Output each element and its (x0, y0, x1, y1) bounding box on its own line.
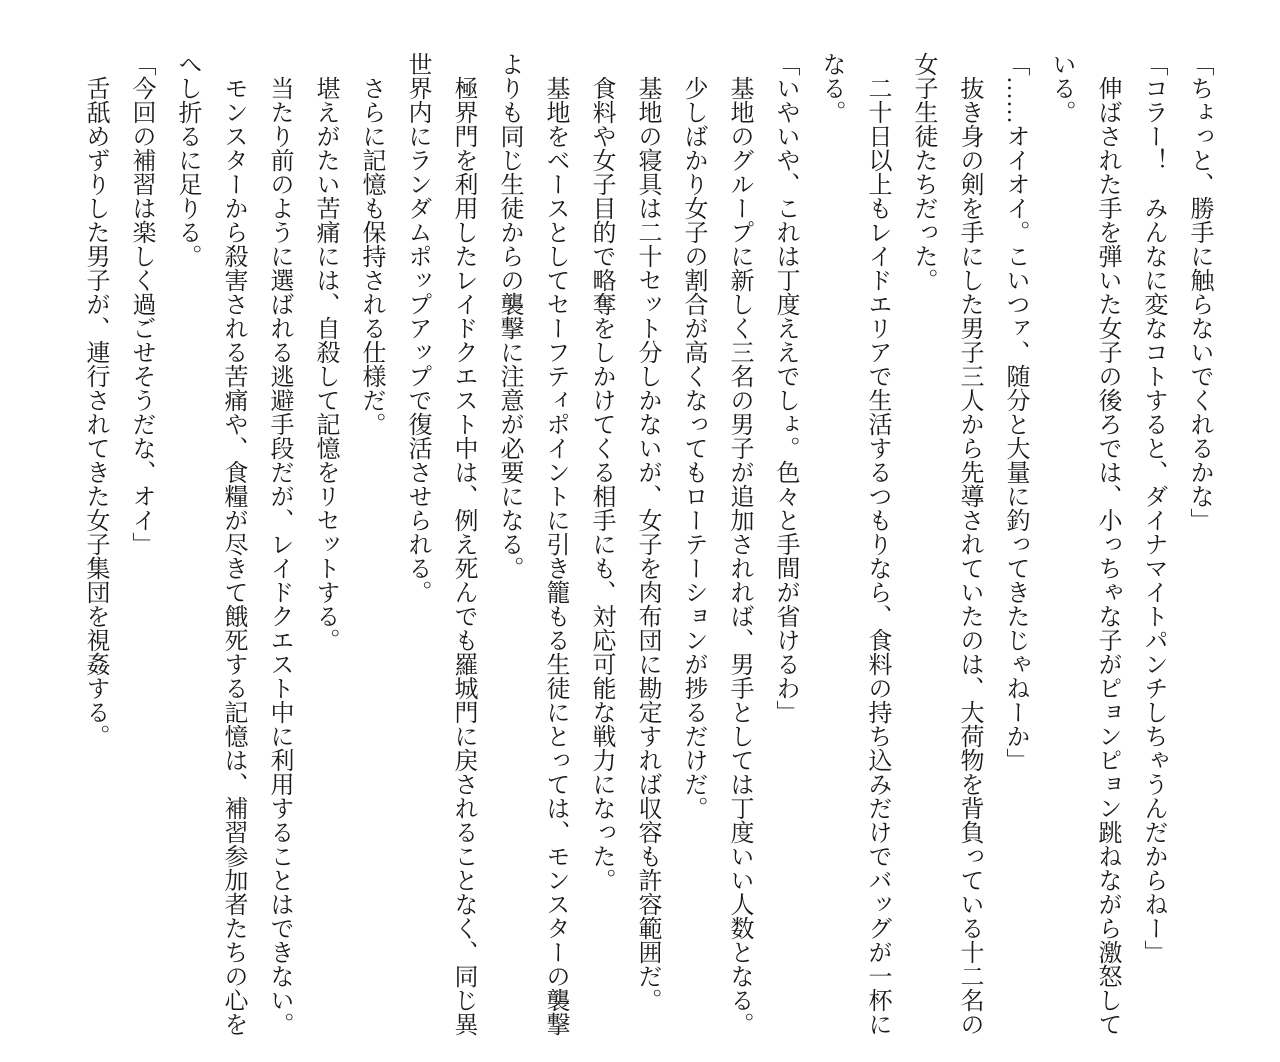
narration-paragraph: 基地をベースとしてセーフティポイントに引き籠もる生徒にとっては、モンスターの襲撃よりも同じ生徒からの襲撃に注意が必要になる。 (496, 52, 568, 1036)
narration-paragraph: 抜き身の剣を手にした男子三人から先導されていたのは、大荷物を背負っている十二名の女子生徒たちだった。 (910, 52, 982, 1036)
narration-paragraph: 基地の寝具は二十セット分しかないが、女子を肉布団に勘定すれば収容も許容範囲だ。 (634, 76, 660, 1012)
dialog-line: 「いやいや、これは丁度ええでしょ。色々と手間が省けるわ」 (772, 52, 798, 724)
narration-paragraph: 極界門を利用したレイドクエスト中は、例え死んでも羅城門に戻されることなく、同じ異世界内にランダムポップアップで復活させられる。 (404, 52, 476, 1036)
dialog-line: 「……オイオイ。こいつァ、随分と大量に釣ってきたじゃねーか」 (1002, 52, 1028, 772)
narration-paragraph: 舌舐めずりした男子が、連行されてきた女子集団を視姦する。 (82, 76, 108, 748)
narration-paragraph: モンスターから殺害される苦痛や、食糧が尽きて餓死する記憶は、補習参加者たちの心をへし折るに足りる。 (174, 52, 246, 1036)
vertical-text-body (22, 52, 1222, 1036)
narration-paragraph: 伸ばされた手を弾いた女子の後ろでは、小っちゃな子がピョンピョン跳ねながら激怒している。 (1048, 52, 1120, 1036)
narration-paragraph: 食料や女子目的で略奪をしかけてくる相手にも、対応可能な戦力になった。 (588, 76, 614, 892)
dialog-line: 「コラー！ みんなに変なコトすると、ダイナマイトパンチしちゃうんだからねー」 (1140, 52, 1166, 964)
dialog-line: 「今回の補習は楽しく過ごせそうだな、オイ」 (128, 52, 154, 556)
narration-paragraph: 二十日以上もレイドエリアで生活するつもりなら、食料の持ち込みだけでバッグが一杯になる。 (818, 52, 890, 1036)
narration-paragraph: 当たり前のように選ばれる逃避手段だが、レイドクエスト中に利用することはできない。 (266, 76, 292, 1036)
narration-paragraph: さらに記憶も保持される仕様だ。 (358, 76, 384, 436)
narration-paragraph: 少しばかり女子の割合が高くなってもローテーションが捗るだけだ。 (680, 76, 706, 820)
narration-paragraph: 基地のグループに新しく三名の男子が追加されれば、男手としては丁度いい人数となる。 (726, 76, 752, 1036)
dialog-line: 「ちょっと、勝手に触らないでくれるかな」 (1186, 52, 1212, 532)
narration-paragraph: 堪えがたい苦痛には、自殺して記憶をリセットする。 (312, 76, 338, 652)
